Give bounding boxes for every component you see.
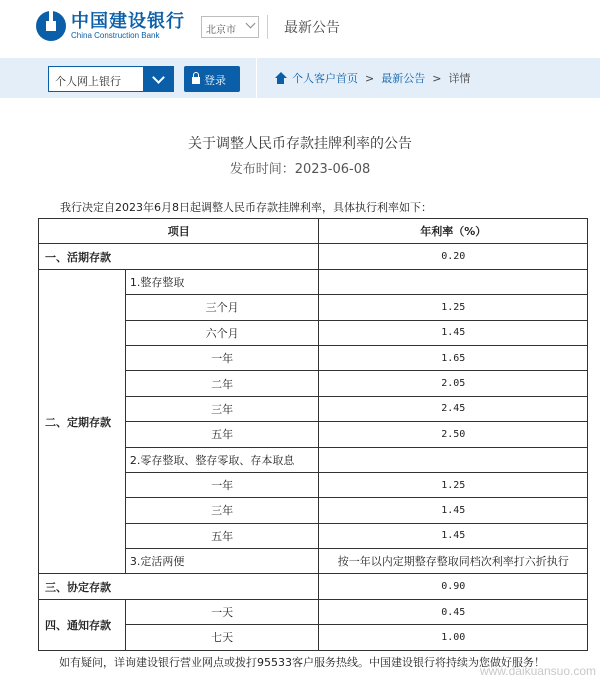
section-title: 最新公告 [284,20,340,36]
rate-value: 1.25 [319,295,588,320]
table-row [39,244,588,269]
home-icon[interactable] [274,72,287,84]
rate-value [319,447,588,472]
category-label: 三、协定存款 [39,574,319,599]
table-row [39,269,588,294]
subcategory-label: 3.定活两便 [125,549,319,574]
subcategory-label: 1.整存整取 [125,269,319,294]
term-label: 三年 [125,396,319,421]
rate-note: 按一年以内定期整存整取同档次利率打六折执行 [319,549,588,574]
term-label: 一年 [125,345,319,370]
term-label: 一年 [125,472,319,497]
lock-icon [192,77,200,84]
table-row [39,599,588,624]
article-footer: 如有疑问，详询建设银行营业网点或拨打95533客户服务热线。中国建设银行将持续为您做好服务！ [59,656,545,669]
nav-bar [0,58,600,98]
publish-date: 2023-06-08 [294,162,371,177]
rate-value: 2.05 [319,371,588,396]
term-label: 一天 [125,599,319,624]
login-button-label: 登录 [204,74,226,87]
header-divider [267,15,268,39]
table-header-row [39,219,588,244]
watermark-text: www.daikuansuo.com [479,664,596,678]
login-type-value: 个人网上银行 [55,75,121,88]
chevron-down-icon[interactable] [143,67,173,91]
column-header-item: 项目 [39,219,319,244]
site-header [0,0,600,56]
publish-time [0,158,600,177]
category-label: 四、通知存款 [39,599,126,650]
login-button[interactable] [184,66,240,92]
publish-time-label: 发布时间： [229,162,295,177]
rate-value: 0.20 [319,244,588,269]
breadcrumb-current: 详情 [448,72,471,85]
rate-value: 1.45 [319,320,588,345]
category-label: 二、定期存款 [39,269,126,574]
rate-value: 1.00 [319,625,588,650]
rate-value: 1.45 [319,523,588,548]
breadcrumb-home[interactable]: 个人客户首页 [292,72,358,85]
logo-english-name: China Construction Bank [71,30,160,40]
article-intro: 我行决定自2023年6月8日起调整人民币存款挂牌利率，具体执行利率如下： [60,201,432,214]
article-title: 关于调整人民币存款挂牌利率的公告 [188,136,412,152]
nav-divider [256,58,257,98]
rates-table [38,218,588,651]
term-label: 五年 [125,523,319,548]
term-label: 七天 [125,625,319,650]
term-label: 五年 [125,422,319,447]
subcategory-label: 2.零存整取、整存零取、存本取息 [125,447,319,472]
rate-value: 1.45 [319,498,588,523]
term-label: 三个月 [125,295,319,320]
rate-value: 0.45 [319,599,588,624]
logo-chinese-name: 中国建设银行 [71,10,185,32]
term-label: 三年 [125,498,319,523]
table-row [39,574,588,599]
term-label: 二年 [125,371,319,396]
breadcrumb-separator: > [432,71,442,85]
rate-value [319,269,588,294]
city-select-value: 北京市 [206,25,236,36]
rate-value: 0.90 [319,574,588,599]
chevron-down-icon [246,19,256,29]
ccb-logo-icon [36,11,66,41]
breadcrumb-separator: > [365,71,375,85]
rate-value: 1.65 [319,345,588,370]
rate-value: 2.50 [319,422,588,447]
ccb-logo[interactable] [36,11,185,41]
city-select[interactable] [201,16,259,38]
rate-value: 2.45 [319,396,588,421]
rate-value: 1.25 [319,472,588,497]
term-label: 六个月 [125,320,319,345]
breadcrumb [274,70,470,86]
breadcrumb-announcements[interactable]: 最新公告 [381,72,426,85]
login-type-select[interactable] [48,66,174,92]
column-header-rate: 年利率（%） [319,219,588,244]
category-label: 一、活期存款 [39,244,319,269]
